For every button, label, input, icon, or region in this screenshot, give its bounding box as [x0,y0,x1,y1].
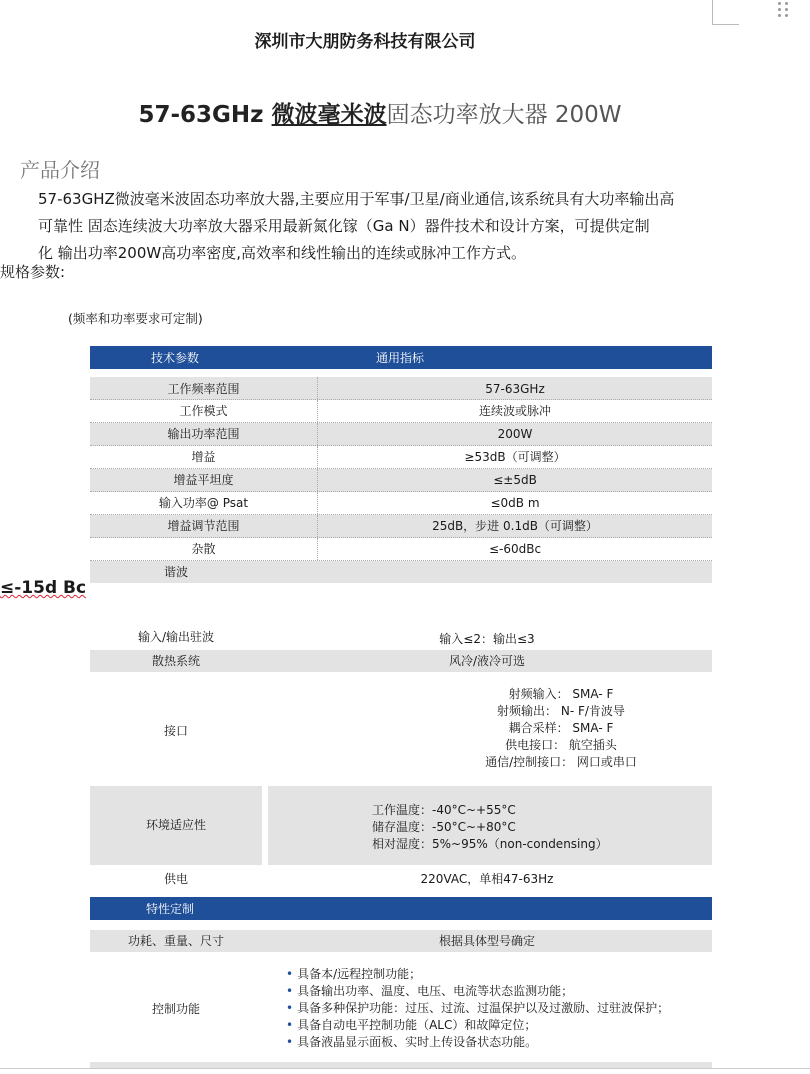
interface-line: 射频输出： N- F/肯波导 [497,704,625,718]
more-options-icon[interactable] [776,0,790,16]
row-value: ≤±5dB [493,473,537,487]
env-lines [268,786,712,865]
page-bottom-divider [0,1068,810,1069]
row-param: 输出功率范围 [90,423,318,445]
row-param: 散热系统 [151,654,200,668]
row-param: 输入功率@ Psat [90,492,318,514]
row-value: ≤-60dBc [488,542,542,556]
row-value [262,561,712,583]
table-row [90,377,712,400]
row-value: 输入≤2：输出≤3 [439,632,535,646]
row-param: 功耗、重量、尺寸 [127,934,224,948]
table-row [90,868,712,890]
intro-line: 化 输出功率200W高功率密度,高效率和线性输出的连续或脉冲工作方式。 [38,244,527,262]
interface-lines [262,686,712,776]
table-row [90,650,712,672]
control-bullet: • 具备自动电平控制功能（ALC）和故障定位； [286,1017,706,1034]
header-col-value: 通用指标 [376,351,425,365]
control-bullet: • 具备本/远程控制功能； [286,966,706,983]
row-param: 接口 [163,724,188,738]
row-value: ≥53dB（可调整） [464,450,566,464]
table-row [90,400,712,423]
row-value: 220VAC，单相47-63Hz [420,872,554,886]
section-title: 产品介绍 [20,158,100,182]
row-param: 供电 [163,872,188,886]
product-title [0,96,760,129]
control-bullet: • 具备多种保护功能：过压、过流、过温保护以及过激励、过驻波保护； [286,1000,706,1017]
table-row [90,626,712,648]
row-value: 根据具体型号确定 [438,934,535,948]
table-row-interface [90,686,712,776]
row-value: 风冷/液冷可选 [448,654,526,668]
row-param: 增益平坦度 [90,469,318,491]
table-row [90,538,712,561]
row-param: 工作模式 [90,400,318,422]
intro-paragraph [38,186,718,267]
control-bullet: • 具备液晶显示面板、实时上传设备状态功能。 [286,1034,706,1051]
row-value: 200W [497,427,533,441]
env-line: 储存温度：-50°C~+80°C [372,820,516,834]
table-row [90,930,712,952]
row-param: 输入/输出驻波 [137,630,215,644]
row-value: 连续波或脉冲 [478,404,551,418]
control-bullet: • 具备输出功率、温度、电压、电流等状态监测功能； [286,983,706,1000]
page-corner-mark [712,0,739,25]
env-line: 工作温度：-40°C~+55°C [372,803,516,817]
row-param: 工作频率范围 [90,377,318,399]
intro-line: 可靠性 固态连续波大功率放大器采用最新氮化镓（Ga N）器件技术和设计方案，可提供定制 [38,217,650,235]
interface-line: 通信/控制接口： 网口或串口 [485,755,637,769]
row-param: 谐波 [163,565,188,579]
table-row [90,423,712,446]
env-line: 相对湿度：5%~95%（non-condensing） [372,837,608,851]
table-row [90,446,712,469]
table-row [90,561,712,583]
row-param: 杂散 [90,538,318,560]
intro-line: 57-63GHZ微波毫米波固态功率放大器,主要应用于军事/卫星/商业通信,该系统具有大功率输出高 [38,190,675,208]
spec-label: 规格参数: [0,263,66,281]
title-rest: 固态功率放大器 200W [386,102,622,128]
interface-line: 耦合采样： SMA- F [508,721,614,735]
interface-line: 射频输入： SMA- F [508,687,614,701]
company-name: 深圳市大朋防务科技有限公司 [254,32,476,52]
row-value: 25dB，步进 0.1dB（可调整） [432,519,598,533]
row-value: 57-63GHz [485,382,545,396]
table-row [90,492,712,515]
table-row [90,469,712,492]
table-row [90,515,712,538]
custom-header [90,897,712,920]
header-col-param: 技术参数 [150,351,199,365]
control-bullets [286,966,706,1051]
harmonic-value: ≤-15d Bc [0,578,87,598]
custom-note: (频率和功率要求可定制) [68,311,203,326]
control-param: 控制功能 [151,1002,200,1016]
row-value: ≤0dB m [490,496,540,510]
row-param: 增益 [90,446,318,468]
row-param: 增益调节范围 [90,515,318,537]
title-model: 57-63GHz [138,102,272,128]
custom-header-label: 特性定制 [146,902,195,916]
table-header [90,346,712,369]
title-underlined: 微波毫米波 [271,102,387,128]
interface-line: 供电接口： 航空插头 [505,738,617,752]
env-param: 环境适应性 [90,786,262,865]
